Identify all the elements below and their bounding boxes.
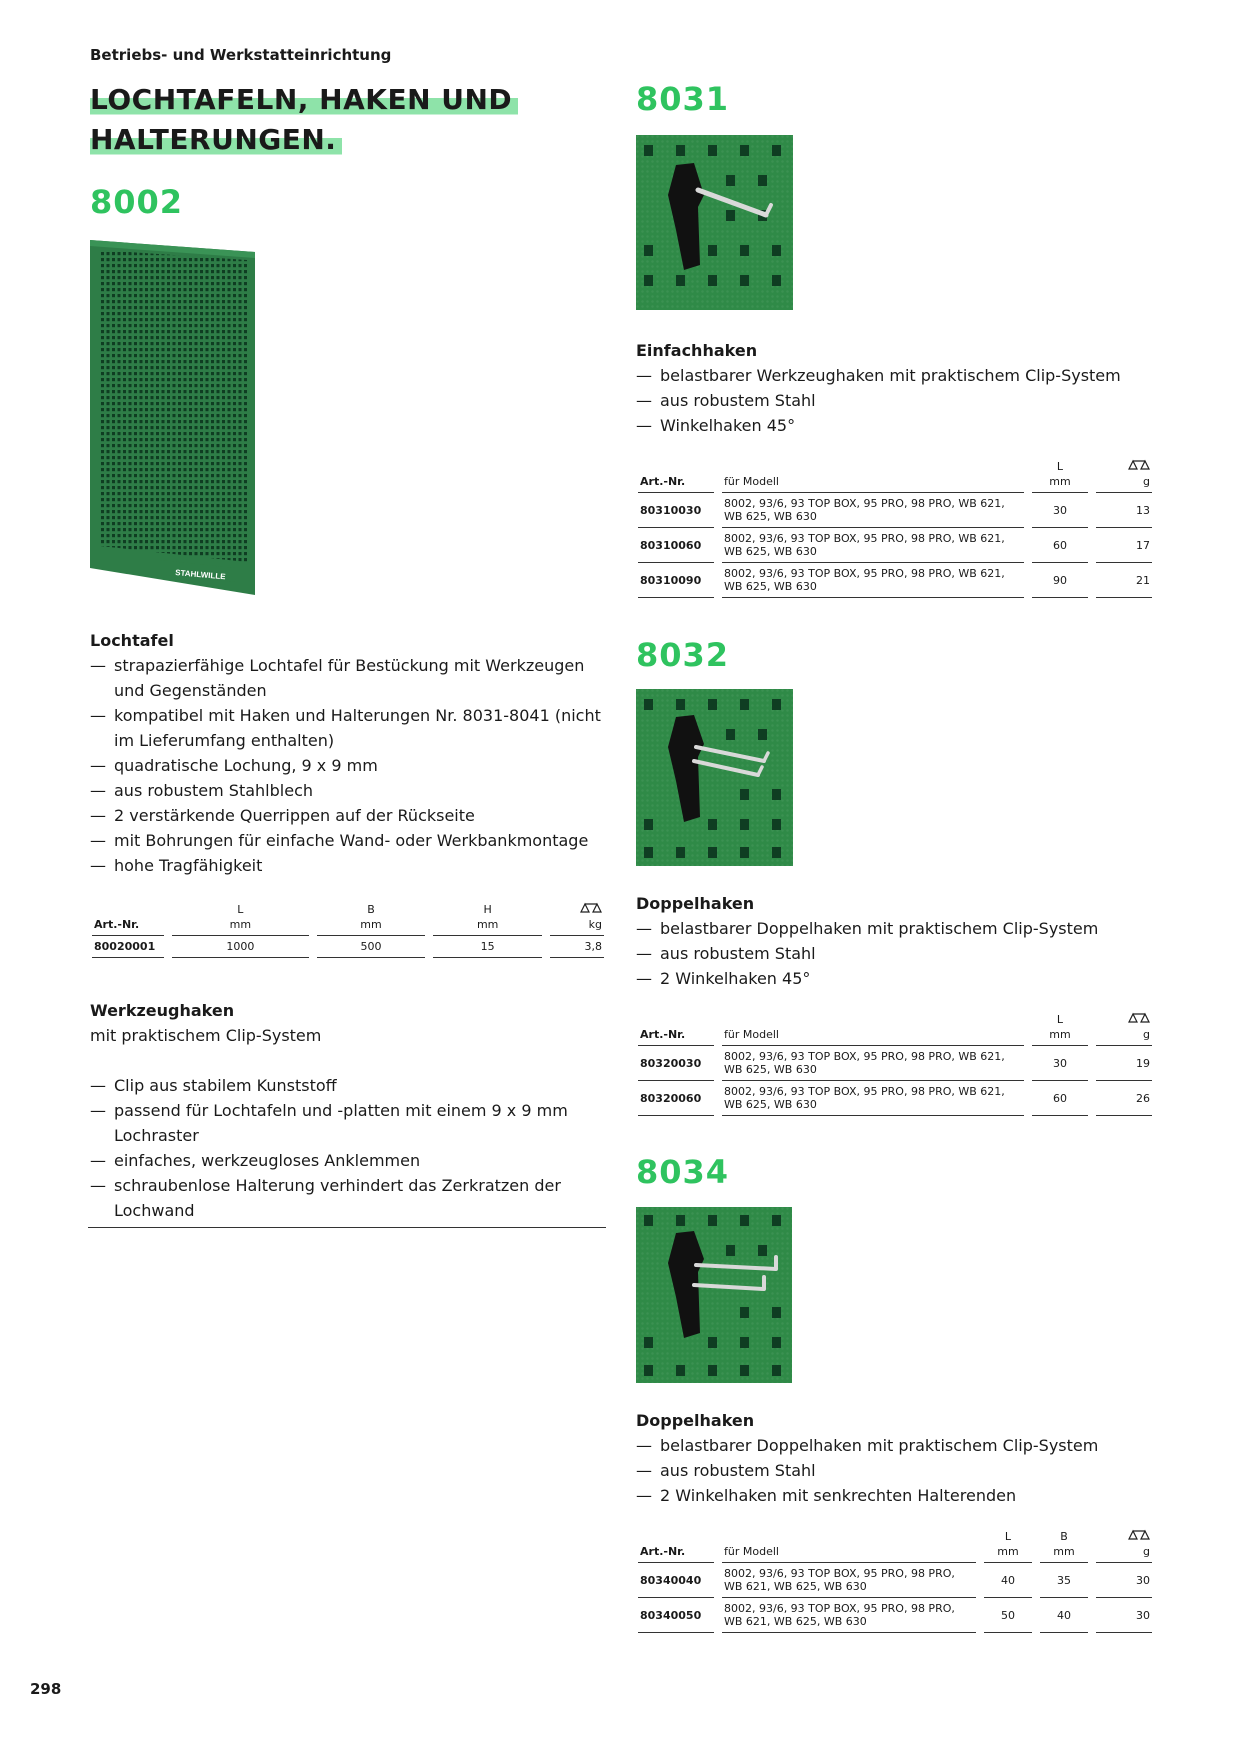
weight-icon (1128, 459, 1150, 470)
cell-model: 8002, 93/6, 93 TOP BOX, 95 PRO, 98 PRO, WB 621, WB 625, WB 630 (722, 1563, 976, 1598)
table-header-row (92, 902, 604, 936)
pegboard-image (90, 240, 255, 595)
cell-art-nr: 80320030 (638, 1046, 714, 1081)
col-art-nr: Art.-Nr. (638, 459, 714, 493)
cell-model: 8002, 93/6, 93 TOP BOX, 95 PRO, 98 PRO, WB 621, WB 625, WB 630 (722, 1081, 1024, 1116)
section-divider (88, 1227, 606, 1228)
cell-model: 8002, 93/6, 93 TOP BOX, 95 PRO, 98 PRO, WB 621, WB 625, WB 630 (722, 493, 1024, 528)
cell-l: 60 (1032, 528, 1088, 563)
table-row (638, 1563, 1152, 1598)
list-item: — kompatibel mit Haken und Halterungen Nr. 8031-8041 (nicht im Lieferumfang enthalten) (90, 703, 610, 753)
list-item: — aus robustem Stahlblech (90, 778, 610, 803)
table-header-row (638, 459, 1152, 493)
col-l: L mm (1032, 459, 1088, 493)
list-item: — Winkelhaken 45° (636, 413, 1176, 438)
col-model: für Modell (722, 459, 1024, 493)
spec-table-8032 (630, 1012, 1160, 1116)
bullet-list-8002 (90, 653, 610, 878)
cell-art-nr: 80310090 (638, 563, 714, 598)
list-item: — 2 Winkelhaken mit senkrechten Halterenden (636, 1483, 1176, 1508)
col-weight: kg (550, 902, 604, 936)
list-item: — hohe Tragfähigkeit (90, 853, 610, 878)
product-number-8032: 8032 (636, 636, 730, 674)
list-item: — mit Bohrungen für einfache Wand- oder Werkbankmontage (90, 828, 610, 853)
col-b: B mm (317, 902, 426, 936)
product-name-8031: Einfachhaken (636, 341, 758, 360)
table-row (638, 1598, 1152, 1633)
list-item: — strapazierfähige Lochtafel für Bestückung mit Werkzeugen und Gegenständen (90, 653, 610, 703)
product-number-8034: 8034 (636, 1153, 730, 1191)
list-item: — passend für Lochtafeln und -platten mit einem 9 x 9 mm Lochraster (90, 1098, 590, 1148)
list-item: — aus robustem Stahl (636, 941, 1176, 966)
cell-weight: 30 (1096, 1563, 1152, 1598)
col-weight: g (1096, 1012, 1152, 1046)
cell-model: 8002, 93/6, 93 TOP BOX, 95 PRO, 98 PRO, WB 621, WB 625, WB 630 (722, 1046, 1024, 1081)
list-item: — aus robustem Stahl (636, 388, 1176, 413)
table-row (638, 563, 1152, 598)
page-title-line2: HALTERUNGEN. (90, 123, 342, 156)
table-row (638, 1046, 1152, 1081)
cell-l: 40 (984, 1563, 1032, 1598)
cell-model: 8002, 93/6, 93 TOP BOX, 95 PRO, 98 PRO, WB 621, WB 625, WB 630 (722, 528, 1024, 563)
cell-weight: 21 (1096, 563, 1152, 598)
list-item: — 2 Winkelhaken 45° (636, 966, 1176, 991)
cell-b: 35 (1040, 1563, 1088, 1598)
section-heading: Betriebs- und Werkstatteinrichtung (90, 46, 392, 64)
spec-table-8034 (630, 1529, 1160, 1633)
werkzeughaken-subtitle: mit praktischem Clip-System (90, 1026, 322, 1045)
col-b: B mm (1040, 1529, 1088, 1563)
table-row (638, 493, 1152, 528)
col-weight: g (1096, 459, 1152, 493)
cell-weight: 30 (1096, 1598, 1152, 1633)
product-number-8002: 8002 (90, 183, 184, 221)
cell-l: 30 (1032, 1046, 1088, 1081)
cell-model: 8002, 93/6, 93 TOP BOX, 95 PRO, 98 PRO, WB 621, WB 625, WB 630 (722, 563, 1024, 598)
stahlwille-logo: STAHLWILLE (174, 568, 226, 582)
cell-l: 1000 (172, 936, 309, 958)
single-hook-illustration (636, 135, 793, 310)
cell-art-nr: 80320060 (638, 1081, 714, 1116)
list-item: — aus robustem Stahl (636, 1458, 1176, 1483)
cell-weight: 19 (1096, 1046, 1152, 1081)
cell-art-nr: 80310060 (638, 528, 714, 563)
cell-b: 500 (317, 936, 426, 958)
hook-image-8031 (636, 135, 793, 310)
cell-h: 15 (433, 936, 542, 958)
col-art-nr: Art.-Nr. (638, 1529, 714, 1563)
table-row (92, 936, 604, 958)
col-l: L mm (172, 902, 309, 936)
list-item: — belastbarer Doppelhaken mit praktischem Clip-System (636, 916, 1176, 941)
product-name-werkzeughaken: Werkzeughaken (90, 1001, 235, 1020)
list-item: — belastbarer Doppelhaken mit praktischem Clip-System (636, 1433, 1176, 1458)
bullet-list-8031 (636, 363, 1176, 438)
col-art-nr: Art.-Nr. (92, 902, 164, 936)
list-item: — Clip aus stabilem Kunststoff (90, 1073, 590, 1098)
double-hook-illustration (636, 689, 793, 866)
list-item: — einfaches, werkzeugloses Anklemmen (90, 1148, 590, 1173)
cell-art-nr: 80340040 (638, 1563, 714, 1598)
weight-icon (1128, 1012, 1150, 1023)
list-item: — quadratische Lochung, 9 x 9 mm (90, 753, 610, 778)
cell-weight: 17 (1096, 528, 1152, 563)
cell-art-nr: 80340050 (638, 1598, 714, 1633)
pegboard-illustration (90, 240, 255, 595)
list-item: — 2 verstärkende Querrippen auf der Rückseite (90, 803, 610, 828)
product-number-8031: 8031 (636, 80, 730, 118)
bullet-list-8034 (636, 1433, 1176, 1508)
cell-l: 90 (1032, 563, 1088, 598)
bullet-list-8032 (636, 916, 1176, 991)
cell-b: 40 (1040, 1598, 1088, 1633)
table-row (638, 1081, 1152, 1116)
double-hook-vertical-ends-illustration (636, 1207, 792, 1383)
hook-image-8034 (636, 1207, 792, 1383)
cell-l: 50 (984, 1598, 1032, 1633)
product-name-8034: Doppelhaken (636, 1411, 755, 1430)
col-model: für Modell (722, 1012, 1024, 1046)
col-model: für Modell (722, 1529, 976, 1563)
col-h: H mm (433, 902, 542, 936)
page-title-line1: LOCHTAFELN, HAKEN UND (90, 83, 518, 116)
col-l: L mm (984, 1529, 1032, 1563)
product-name-8002: Lochtafel (90, 631, 174, 650)
cell-weight: 3,8 (550, 936, 604, 958)
list-item: — schraubenlose Halterung verhindert das Zerkratzen der Lochwand (90, 1173, 590, 1223)
cell-model: 8002, 93/6, 93 TOP BOX, 95 PRO, 98 PRO, WB 621, WB 625, WB 630 (722, 1598, 976, 1633)
page-number: 298 (30, 1680, 62, 1698)
weight-icon (1128, 1529, 1150, 1540)
list-item: — belastbarer Werkzeughaken mit praktischem Clip-System (636, 363, 1176, 388)
table-header-row (638, 1012, 1152, 1046)
cell-art-nr: 80310030 (638, 493, 714, 528)
cell-l: 30 (1032, 493, 1088, 528)
hook-image-8032 (636, 689, 793, 866)
table-header-row (638, 1529, 1152, 1563)
cell-weight: 13 (1096, 493, 1152, 528)
cell-l: 60 (1032, 1081, 1088, 1116)
col-art-nr: Art.-Nr. (638, 1012, 714, 1046)
bullet-list-werkzeughaken (90, 1073, 590, 1223)
cell-weight: 26 (1096, 1081, 1152, 1116)
product-name-8032: Doppelhaken (636, 894, 755, 913)
cell-art-nr: 80020001 (92, 936, 164, 958)
table-row (638, 528, 1152, 563)
spec-table-8031 (630, 459, 1160, 598)
col-weight: g (1096, 1529, 1152, 1563)
weight-icon (580, 902, 602, 913)
col-l: L mm (1032, 1012, 1088, 1046)
page-title (90, 80, 518, 160)
spec-table-8002 (84, 902, 612, 958)
